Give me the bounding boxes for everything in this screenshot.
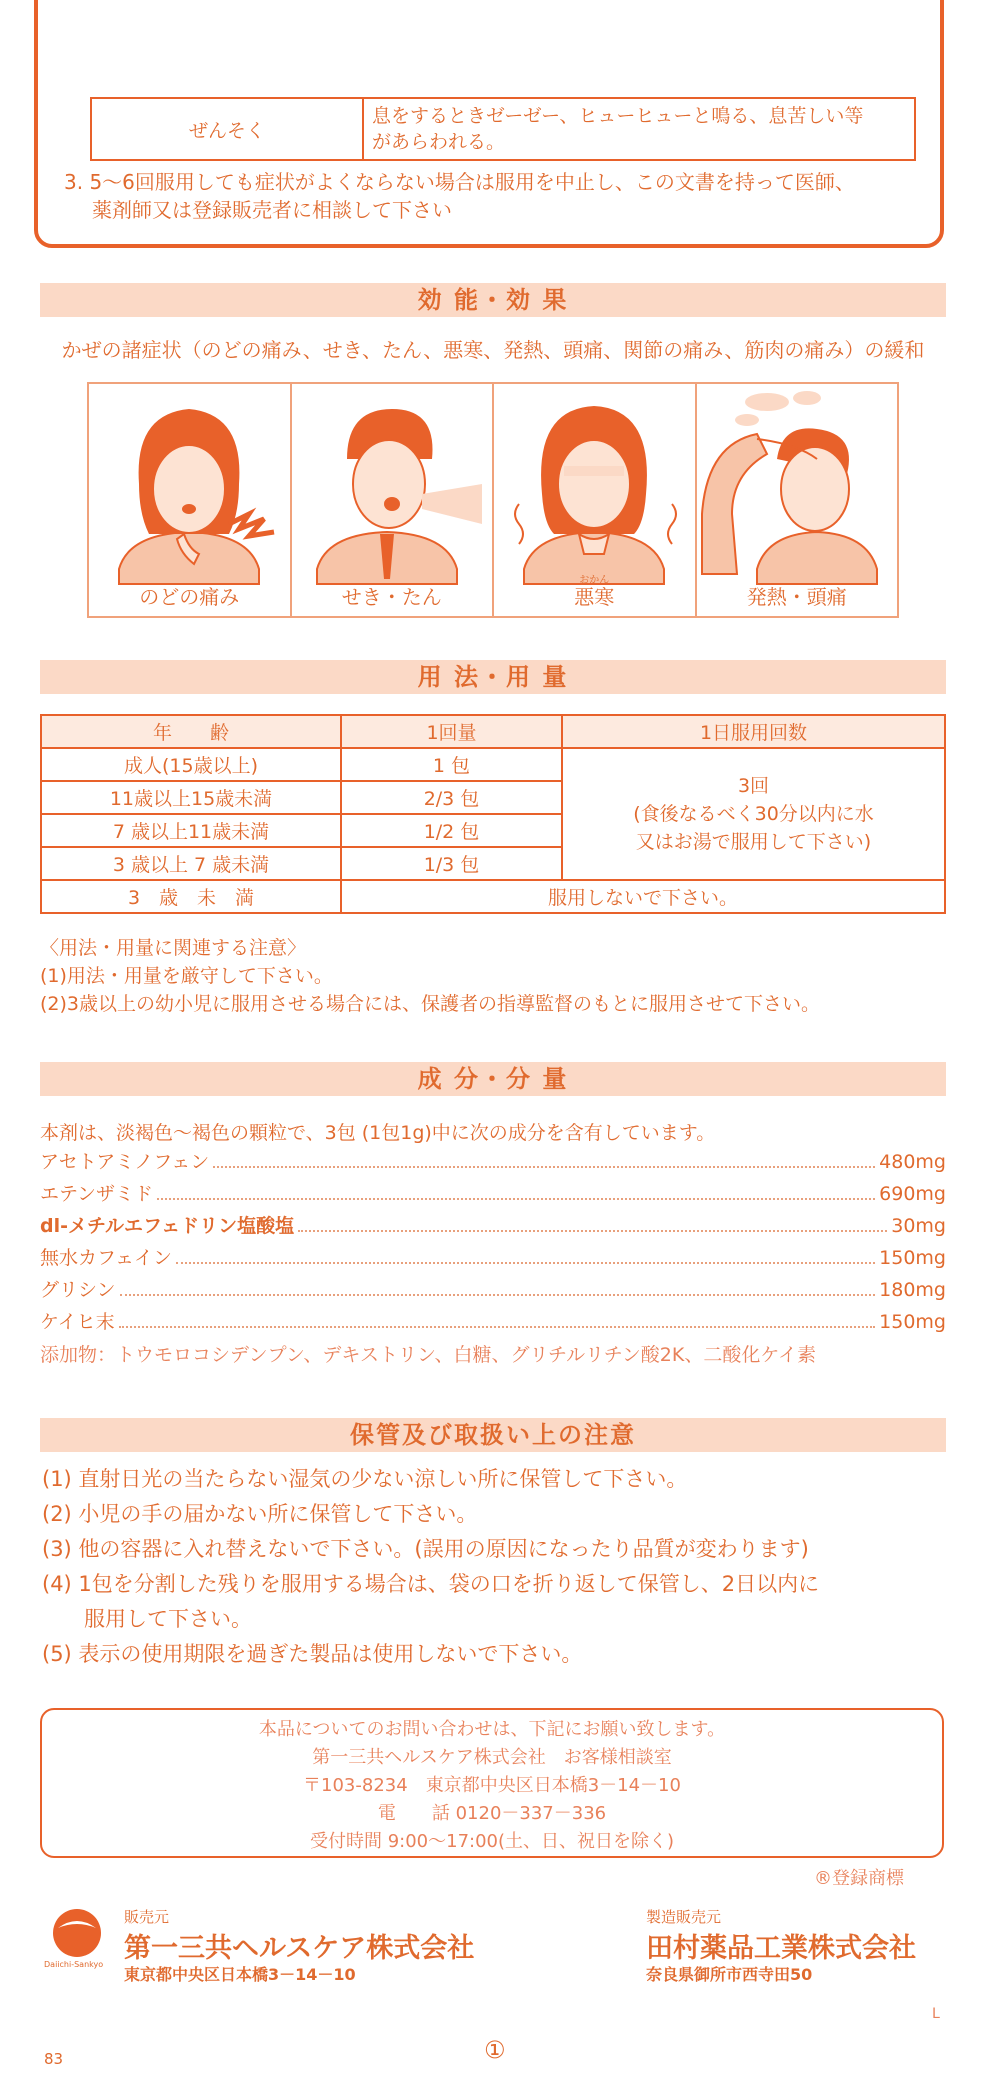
age-cell: 11歳以上15歳未満: [41, 781, 341, 814]
additives: 添加物：トウモロコシデンプン、デキストリン、白糖、グリチルリチン酸2K、二酸化ケイ素: [40, 1344, 817, 1366]
footer-code: 83: [44, 2050, 64, 2068]
dose-cell: 1/3 包: [341, 847, 562, 880]
header-dose: 1回量: [341, 715, 562, 748]
contact-line: 電 話 0120－337－336: [377, 1803, 607, 1824]
ingredient-name: エテンザミド: [40, 1183, 154, 1205]
symptom-desc: 息をするときゼーゼー、ヒューヒューと鳴る、息苦しい等 があらわれる。: [363, 98, 915, 160]
dosage-note: (1)用法・用量を厳守して下さい。: [40, 965, 333, 987]
efficacy-heading: 効 能・効 果: [417, 286, 569, 314]
ingredient-amount: 150mg: [879, 1311, 946, 1333]
ingredient-name: グリシン: [40, 1279, 116, 1301]
ingredient-amount: 690mg: [879, 1183, 946, 1205]
panel-throat: [89, 384, 292, 616]
list-item: (1) 直射日光の当たらない湿気の少ない涼しい所に保管して下さい。: [42, 1467, 688, 1491]
age-cell: 3 歳 未 満: [41, 880, 341, 913]
panel-ruby: おかん: [579, 575, 610, 586]
seller-name: 第一三共ヘルスケア株式会社: [124, 1933, 475, 1964]
storage-heading: 保管及び取扱い上の注意: [350, 1421, 636, 1449]
seller-label: 販売元: [124, 1908, 170, 1926]
ingredient-name: ケイヒ末: [40, 1311, 115, 1333]
warning-item-3: 3. 5～6回服用しても症状がよくならない場合は服用を中止し、この文書を持って医師、 薬剤師又は登録販売者に相談して下さい: [64, 170, 855, 222]
efficacy-text: かぜの諸症状（のどの痛み、せき、たん、悪寒、発熱、頭痛、関節の痛み、筋肉の痛み）の緩和: [61, 338, 925, 362]
contact-line: 第一三共ヘルスケア株式会社 お客様相談室: [312, 1747, 672, 1768]
daiichi-sankyo-logo-icon: [50, 1908, 104, 1958]
seller-address: 東京都中央区日本橋3－14－10: [124, 1965, 356, 1984]
dosage-note: (2)3歳以上の幼小児に服用させる場合には、保護者の指導監督のもとに服用させて下さい。: [40, 993, 821, 1015]
dose-cell: 1/2 包: [341, 814, 562, 847]
header-age: 年 齢: [41, 715, 341, 748]
panel-fever: [697, 384, 898, 616]
dosage-notes-title: 〈用法・用量に関連する注意〉: [40, 937, 307, 959]
contact-line: 〒103-8234 東京都中央区日本橋3－14－10: [303, 1775, 681, 1796]
table-row: [41, 715, 945, 748]
no-dose-cell: 服用しないで下さい。: [341, 880, 945, 913]
ingredients-heading: 成 分・分 量: [417, 1065, 569, 1093]
panel-caption: せき・たん: [341, 585, 442, 609]
times-cell: 3回 (食後なるべく30分以内に水 又はお湯で服用して下さい): [562, 748, 945, 880]
efficacy-heading-band: [40, 283, 946, 317]
ingredients-heading-band: [40, 1062, 946, 1096]
table-row: [41, 748, 945, 781]
panel-chills: [494, 384, 697, 616]
ingredient-amount: 30mg: [891, 1215, 946, 1237]
list-item: (5) 表示の使用期限を過ぎた製品は使用しないで下さい。: [42, 1642, 583, 1666]
seller-logo-text: Daiichi-Sankyo: [44, 1960, 104, 1969]
symptom-term: ぜんそく: [91, 98, 363, 160]
table-row: [91, 98, 915, 160]
age-cell: 成人(15歳以上): [41, 748, 341, 781]
ingredient-row: [40, 1242, 946, 1274]
maker-address: 奈良県御所市西寺田50: [646, 1965, 813, 1984]
ingredient-row: [40, 1146, 946, 1178]
panel-caption: のどの痛み: [139, 585, 240, 609]
contact-line: 受付時間 9:00～17:00(土、日、祝日を除く): [309, 1831, 675, 1852]
dosage-notes: [40, 934, 820, 1018]
maker-label: 製造販売元: [646, 1908, 722, 1926]
page-number: ①: [484, 2036, 506, 2064]
panel-caption: 悪寒: [574, 585, 615, 609]
ingredient-amount: 180mg: [879, 1279, 946, 1301]
ingredient-amount: 480mg: [879, 1151, 946, 1173]
ingredients-intro: 本剤は、淡褐色～褐色の顆粒で、3包 (1包1g)中に次の成分を含有しています。: [40, 1122, 716, 1144]
panel-caption: 発熱・頭痛: [746, 585, 847, 609]
ingredient-name: dl-メチルエフェドリン塩酸塩: [40, 1215, 295, 1237]
dose-cell: 2/3 包: [341, 781, 562, 814]
storage-list: [42, 1462, 819, 1672]
list-item: (2) 小児の手の届かない所に保管して下さい。: [42, 1502, 478, 1526]
contact-box: [40, 1708, 944, 1858]
list-item: (3) 他の容器に入れ替えないで下さい。(誤用の原因になったり品質が変わります): [42, 1537, 809, 1561]
symptom-table: [90, 97, 916, 161]
list-item: (4) 1包を分割した残りを服用する場合は、袋の口を折り返して保管し、2日以内に: [42, 1572, 820, 1596]
age-cell: 7 歳以上11歳未満: [41, 814, 341, 847]
list-item: 服用して下さい。: [42, 1607, 252, 1631]
contact-line: 本品についてのお問い合わせは、下記にお願い致します。: [258, 1719, 726, 1740]
ingredient-name: 無水カフェイン: [40, 1247, 173, 1269]
dosage-heading: 用 法・用 量: [417, 663, 569, 691]
ingredient-row: [40, 1178, 946, 1210]
footer-mark: L: [932, 2006, 940, 2022]
ingredient-row: [40, 1210, 946, 1242]
dosage-heading-band: [40, 660, 946, 694]
ingredient-amount: 150mg: [879, 1247, 946, 1269]
panel-cough: [292, 384, 495, 616]
trademark-note: ®登録商標: [814, 1868, 904, 1889]
maker-name: 田村薬品工業株式会社: [646, 1933, 916, 1964]
ingredient-name: アセトアミノフェン: [40, 1151, 210, 1173]
ingredient-row: [40, 1274, 946, 1306]
ingredient-row: [40, 1306, 946, 1338]
dose-cell: 1 包: [341, 748, 562, 781]
table-row: [41, 880, 945, 913]
dosage-table: [40, 714, 946, 914]
storage-heading-band: [40, 1418, 946, 1452]
age-cell: 3 歳以上 7 歳未満: [41, 847, 341, 880]
symptom-illustrations: [87, 382, 899, 618]
header-times: 1日服用回数: [562, 715, 945, 748]
